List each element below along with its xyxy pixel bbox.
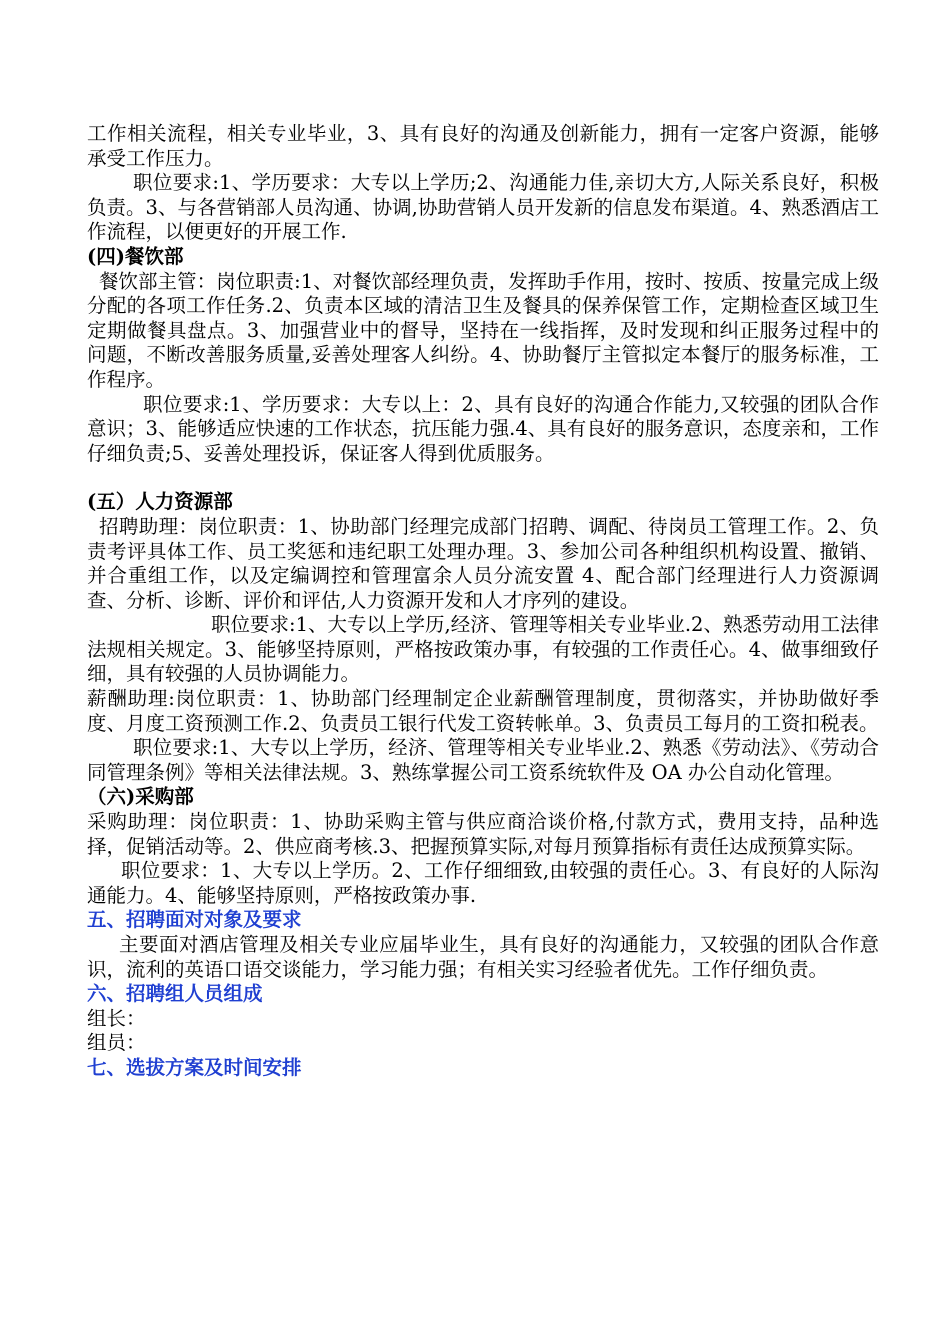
paragraph-purchasing-assistant: 采购助理：岗位职责：1、协助采购主管与供应商洽谈价格,付款方式，费用支持，品种选择，促销活动等。2、供应商考核.3、把握预算实际,对每月预算指标有责任达成预算实际。 xyxy=(87,810,879,858)
paragraph-catering-supervisor: 餐饮部主管：岗位职责:1、对餐饮部经理负责，发挥助手作用，按时、按质、按量完成上级分配的各项工作任务.2、负责本区域的清洁卫生及餐具的保养保管工作，定期检查区域卫生定期做餐具盘点。3、加强营业中的督导，坚持在一线指挥，及时发现和纠正服务过程中的问题，不断改善服务质量,妥善处理客人纠纷。4、协助餐厅主管拟定本餐厅的服务标准，工作程序。 xyxy=(87,269,879,391)
section-heading-hr: (五）人力资源部 xyxy=(87,490,233,514)
team-leader-line: 组长： xyxy=(87,1006,146,1030)
paragraph-sales-duties-tail: 工作相关流程，相关专业毕业，3、具有良好的沟通及创新能力，拥有一定客户资源，能够承受工作压力。 xyxy=(87,122,879,170)
blank-line xyxy=(87,466,879,490)
heading-recruitment-team: 六、招聘组人员组成 xyxy=(87,982,263,1006)
paragraph-recruitment-targets: 主要面对酒店管理及相关专业应届毕业生，具有良好的沟通能力，又较强的团队合作意识，流利的英语口语交谈能力，学习能力强；有相关实习经验者优先。工作仔细负责。 xyxy=(87,933,879,981)
paragraph-payroll-assistant: 薪酬助理:岗位职责：1、协助部门经理制定企业薪酬管理制度，贯彻落实，并协助做好季度、月度工资预测工作.2、负责员工银行代发工资转帐单。3、负责员工每月的工资扣税表。 xyxy=(87,687,879,735)
heading-selection-schedule: 七、选拔方案及时间安排 xyxy=(87,1055,302,1079)
team-members-line: 组员： xyxy=(87,1031,146,1055)
section-heading-purchasing: （六)采购部 xyxy=(87,785,194,809)
paragraph-recruiting-requirements: 职位要求:1、大专以上学历,经济、管理等相关专业毕业.2、熟悉劳动用工法律法规相关规定。3、能够坚持原则，严格按政策办事，有较强的工作责任心。4、做事细致仔细，具有较强的人员协调能力。 xyxy=(87,613,879,686)
paragraph-purchasing-requirements: 职位要求：1、大专以上学历。2、工作仔细细致,由较强的责任心。3、有良好的人际沟通能力。4、能够坚持原则，严格按政策办事. xyxy=(87,859,879,907)
document-page xyxy=(87,122,879,1081)
paragraph-payroll-requirements: 职位要求:1、大专以上学历，经济、管理等相关专业毕业.2、熟悉《劳动法》、《劳动合同管理条例》等相关法律法规。3、熟练掌握公司工资系统软件及 OA 办公自动化管理。 xyxy=(87,736,879,784)
paragraph-catering-requirements: 职位要求:1、学历要求：大专以上：2、具有良好的沟通合作能力,又较强的团队合作意识；3、能够适应快速的工作状态，抗压能力强.4、具有良好的服务意识，态度亲和，工作仔细负责;5、妥善处理投诉，保证客人得到优质服务。 xyxy=(87,392,879,465)
section-heading-catering: (四)餐饮部 xyxy=(87,244,184,268)
paragraph-sales-requirements: 职位要求:1、学历要求：大专以上学历;2、沟通能力佳,亲切大方,人际关系良好，积极负责。3、与各营销部人员沟通、协调,协助营销人员开发新的信息发布渠道。4、熟悉酒店工作流程，以便更好的开展工作. xyxy=(87,171,879,244)
heading-recruitment-targets: 五、招聘面对对象及要求 xyxy=(87,908,302,932)
paragraph-recruiting-assistant: 招聘助理：岗位职责：1、协助部门经理完成部门招聘、调配、待岗员工管理工作。2、负责考评具体工作、员工奖惩和违纪职工处理办理。3、参加公司各种组织机构设置、撤销、并合重组工作，以及定编调控和管理富余人员分流安置 4、配合部门经理进行人力资源调查、分析、诊断、评价和评估,人力资源开发和人才序列的建设。 xyxy=(87,514,879,612)
